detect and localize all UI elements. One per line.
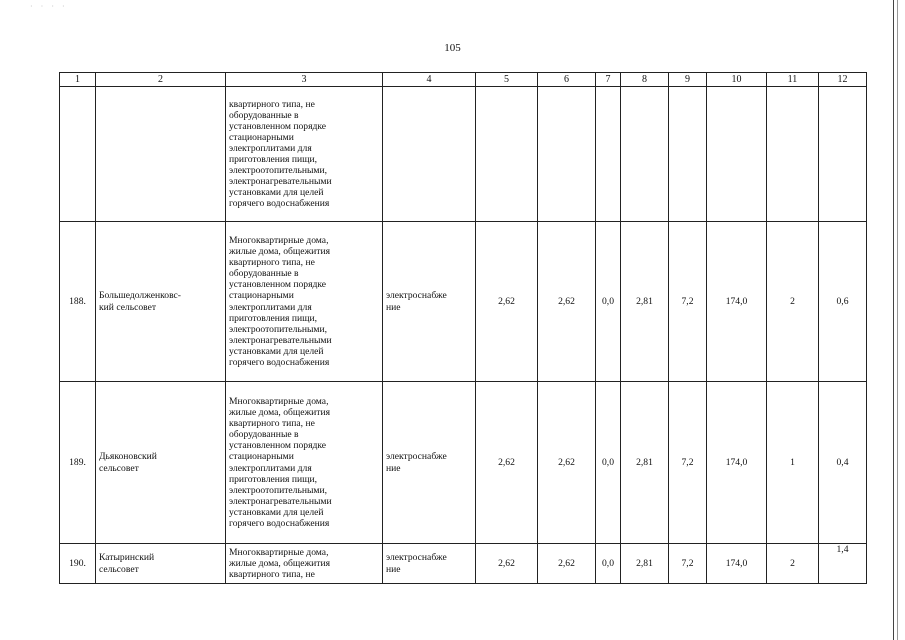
desc-line: электроотопительными, <box>229 323 328 335</box>
row-number: 188. <box>60 222 96 382</box>
cell-empty <box>707 87 767 222</box>
cell-empty <box>767 87 819 222</box>
desc-line: горячего водоснабжения <box>229 517 330 529</box>
settlement-name <box>96 382 226 544</box>
desc-line: электронагревательными <box>229 334 332 346</box>
value-col7: 0,0 <box>596 222 621 382</box>
name-line: кий сельсовет <box>99 301 157 313</box>
value-col11: 1 <box>767 382 819 544</box>
desc-line: квартирного типа, не <box>229 569 315 581</box>
page-edge-line <box>893 0 894 640</box>
service-line: электроснабже <box>386 451 447 463</box>
desc-line: установками для целей <box>229 187 324 199</box>
col-header-4: 4 <box>383 73 476 87</box>
desc-line: квартирного типа, не <box>229 98 315 110</box>
service-type <box>383 544 476 584</box>
cell-empty <box>60 87 96 222</box>
value-col7: 0,0 <box>596 382 621 544</box>
table-row-190 <box>60 544 867 584</box>
service-line: ние <box>386 301 401 313</box>
desc-line: оборудованные в <box>229 268 299 280</box>
desc-line: жилые дома, общежития <box>229 557 331 569</box>
value-col5: 2,62 <box>476 222 538 382</box>
service-type <box>383 222 476 382</box>
column-number-header-row <box>60 73 867 87</box>
desc-line: жилые дома, общежития <box>229 407 331 419</box>
desc-line: электроплитами для <box>229 301 312 313</box>
service-line: ние <box>386 462 401 474</box>
service-type <box>383 382 476 544</box>
table-row-189 <box>60 382 867 544</box>
desc-line: квартирного типа, не <box>229 257 315 269</box>
desc-line: электроотопительными, <box>229 165 328 177</box>
desc-line: установленном порядке <box>229 440 327 452</box>
name-line: Катыринский <box>99 552 155 564</box>
desc-line: электроотопительными, <box>229 484 328 496</box>
cell-empty <box>383 87 476 222</box>
cell-empty <box>596 87 621 222</box>
desc-line: Многоквартирные дома, <box>229 395 329 407</box>
table-row-continued <box>60 87 867 222</box>
settlement-name <box>96 544 226 584</box>
cell-description <box>226 222 383 382</box>
col-header-8: 8 <box>621 73 669 87</box>
desc-line: приготовления пищи, <box>229 473 318 485</box>
desc-line: установками для целей <box>229 345 324 357</box>
page-number: 105 <box>444 42 461 54</box>
desc-line: горячего водоснабжения <box>229 198 330 210</box>
value-col8: 2,81 <box>621 544 669 584</box>
value-col9: 7,2 <box>669 544 707 584</box>
cell-empty <box>538 87 596 222</box>
col-header-3: 3 <box>226 73 383 87</box>
value-col8: 2,81 <box>621 222 669 382</box>
desc-line: установленном порядке <box>229 120 327 132</box>
cell-description <box>226 87 383 222</box>
col-header-7: 7 <box>596 73 621 87</box>
service-line: электроснабже <box>386 552 447 564</box>
col-header-10: 10 <box>707 73 767 87</box>
value-col9: 7,2 <box>669 222 707 382</box>
row-number: 189. <box>60 382 96 544</box>
col-header-12: 12 <box>819 73 867 87</box>
cell-empty <box>96 87 226 222</box>
value-col7: 0,0 <box>596 544 621 584</box>
col-header-2: 2 <box>96 73 226 87</box>
desc-line: Многоквартирные дома, <box>229 546 329 558</box>
desc-line: Многоквартирные дома, <box>229 234 329 246</box>
cell-description <box>226 544 383 584</box>
desc-line: стационарными <box>229 131 294 143</box>
col-header-6: 6 <box>538 73 596 87</box>
value-col11: 2 <box>767 222 819 382</box>
desc-line: стационарными <box>229 451 294 463</box>
value-col10: 174,0 <box>707 222 767 382</box>
value-col5: 2,62 <box>476 544 538 584</box>
desc-line: квартирного типа, не <box>229 418 315 430</box>
desc-line: установками для целей <box>229 506 324 518</box>
desc-line: электроплитами для <box>229 462 312 474</box>
name-line: сельсовет <box>99 462 139 474</box>
col-header-5: 5 <box>476 73 538 87</box>
value-col12: 0,6 <box>819 222 867 382</box>
desc-line: оборудованные в <box>229 429 299 441</box>
value-col6: 2,62 <box>538 544 596 584</box>
value-col12: 0,4 <box>819 382 867 544</box>
desc-line: электроплитами для <box>229 142 312 154</box>
col-header-11: 11 <box>767 73 819 87</box>
tariff-table <box>59 72 867 584</box>
col-header-1: 1 <box>60 73 96 87</box>
value-col11: 2 <box>767 544 819 584</box>
desc-line: электронагревательными <box>229 495 332 507</box>
service-line: электроснабже <box>386 290 447 302</box>
cell-description <box>226 382 383 544</box>
scan-artifact: · · · · <box>30 2 68 11</box>
desc-line: электронагревательными <box>229 176 332 188</box>
desc-line: оборудованные в <box>229 109 299 121</box>
table-row-188 <box>60 222 867 382</box>
desc-line: горячего водоснабжения <box>229 356 330 368</box>
name-line: Большедолженковс- <box>99 290 181 302</box>
cell-empty <box>669 87 707 222</box>
value-col6: 2,62 <box>538 382 596 544</box>
settlement-name <box>96 222 226 382</box>
desc-line: установленном порядке <box>229 279 327 291</box>
service-line: ние <box>386 563 401 575</box>
value-col8: 2,81 <box>621 382 669 544</box>
name-line: Дьяконовский <box>99 451 157 463</box>
value-col10: 174,0 <box>707 382 767 544</box>
desc-line: стационарными <box>229 290 294 302</box>
value-col10: 174,0 <box>707 544 767 584</box>
desc-line: приготовления пищи, <box>229 154 318 165</box>
name-line: сельсовет <box>99 563 139 575</box>
cell-empty <box>621 87 669 222</box>
desc-line: приготовления пищи, <box>229 312 318 324</box>
cell-empty <box>819 87 867 222</box>
value-col6: 2,62 <box>538 222 596 382</box>
col-header-9: 9 <box>669 73 707 87</box>
row-number: 190. <box>60 544 96 584</box>
desc-line: жилые дома, общежития <box>229 246 331 258</box>
cell-empty <box>476 87 538 222</box>
value-col9: 7,2 <box>669 382 707 544</box>
value-col5: 2,62 <box>476 382 538 544</box>
page-edge-line-outer <box>897 0 898 640</box>
value-col12: 1,4 <box>819 544 867 584</box>
